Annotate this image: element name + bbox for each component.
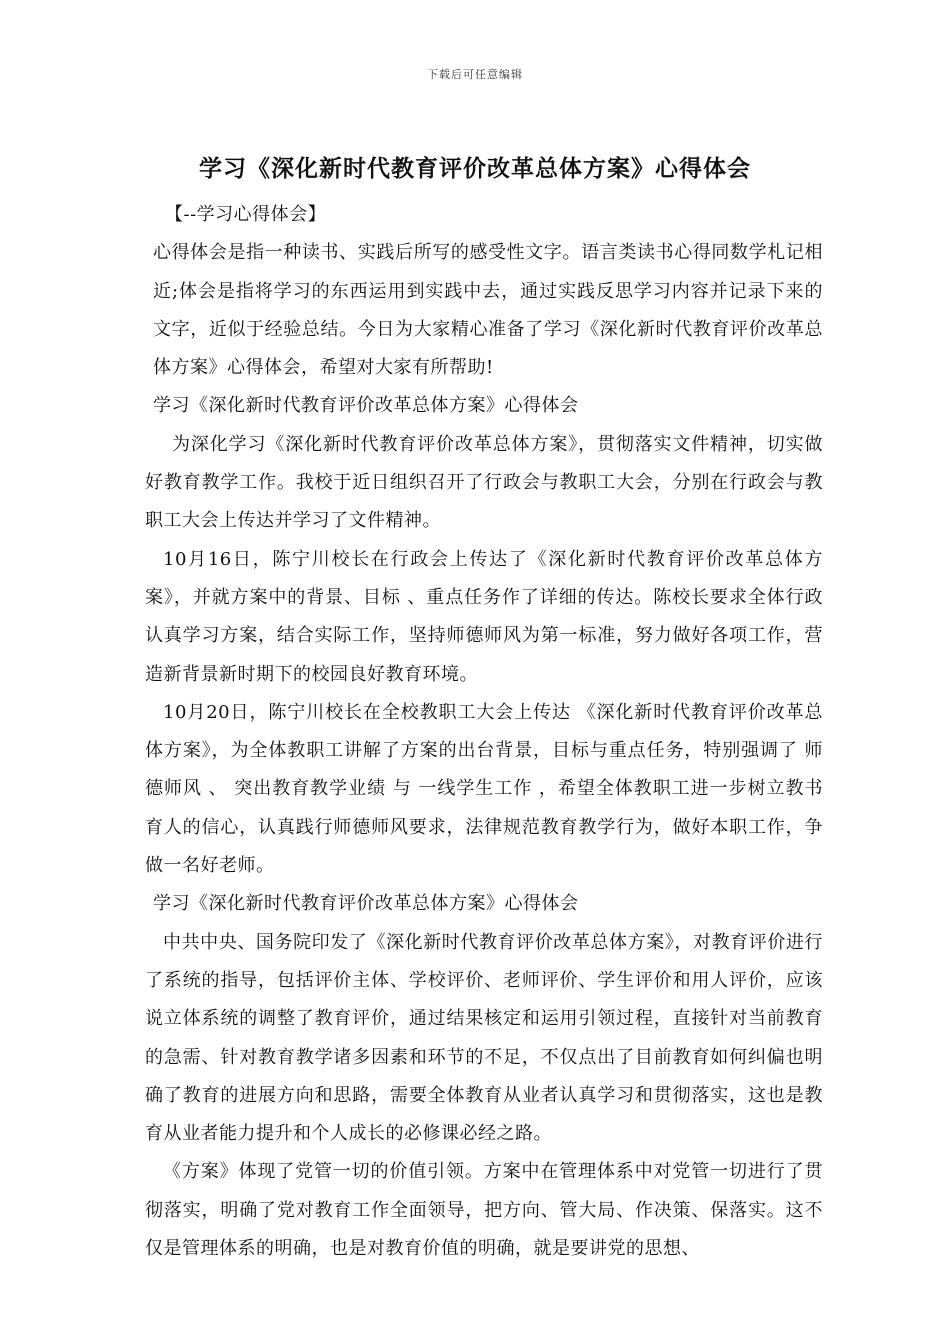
section-heading-1: 学习《深化新时代教育评价改革总体方案》心得体会: [153, 395, 579, 417]
section2-paragraph-1: 中共中央、国务院印发了《深化新时代教育评价改革总体方案》，对教育评价进行了系统的指导，包括评价主体、学校评价、老师评价、学生评价和用人评价，应该说立体系统的调整了教育评价，通过结果核定和运用引领过程，直接针对当前教育的急需、针对教育教学诸多因素和环节的不足，不仅点出了目前教育如何纠偏也明确了教育的进展方向和思路，需要全体教育从业者认真学习和贯彻落实，这也是教育从业者能力提升和个人成长的必修课必经之路。: [145, 931, 823, 1145]
header-note: 下载后可任意编辑: [427, 68, 523, 81]
section1-paragraph-1: 为深化学习《深化新时代教育评价改革总体方案》，贯彻落实文件精神，切实做好教育教学工作。我校于近日组织召开了行政会与教职工大会，分别在行政会与教职工大会上传达并学习了文件精神。: [145, 433, 823, 532]
intro-paragraph: 心得体会是指一种读书、实践后所写的感受性文字。语言类读书心得同数学札记相近;体会是指将学习的东西运用到实践中去，通过实践反思学习内容并记录下来的文字，近似于经验总结。今日为大家精心准备了学习《深化新时代教育评价改革总体方案》心得体会，希望对大家有所帮助!: [153, 242, 823, 379]
section1-paragraph-2: 10月16日，陈宁川校长在行政会上传达了《深化新时代教育评价改革总体方案》，并就方案中的背景、目标 、重点任务作了详细的传达。陈校长要求全体行政认真学习方案，结合实际工作，坚持师德师风为第一标准，努力做好各项工作，营造新背景新时期下的校园良好教育环境。: [145, 548, 823, 685]
section2-paragraph-2: 《方案》体现了党管一切的价值引领。方案中在管理体系中对党管一切进行了贯彻落实，明确了党对教育工作全面领导，把方向、管大局、作决策、保落实。这不仅是管理体系的明确，也是对教育价值的明确，就是要讲党的思想、: [145, 1161, 823, 1260]
category-tag: 【--学习心得体会】: [165, 204, 327, 225]
document-body: [145, 196, 823, 1268]
document-title: 学习《深化新时代教育评价改革总体方案》心得体会: [199, 155, 751, 182]
section1-paragraph-3: 10月20日，陈宁川校长在全校教职工大会上传达 《深化新时代教育评价改革总体方案》，为全体教职工讲解了方案的出台背景，目标与重点任务，特别强调了 师德师风 、 突出教育教学业绩 与 一线学生工作 ，希望全体教职工进一步树立教书育人的信心，认真践行师德师风要求，法律规范教育教学行为，做好本职工作，争做一名好老师。: [145, 701, 823, 877]
section-heading-2: 学习《深化新时代教育评价改革总体方案》心得体会: [153, 893, 579, 915]
